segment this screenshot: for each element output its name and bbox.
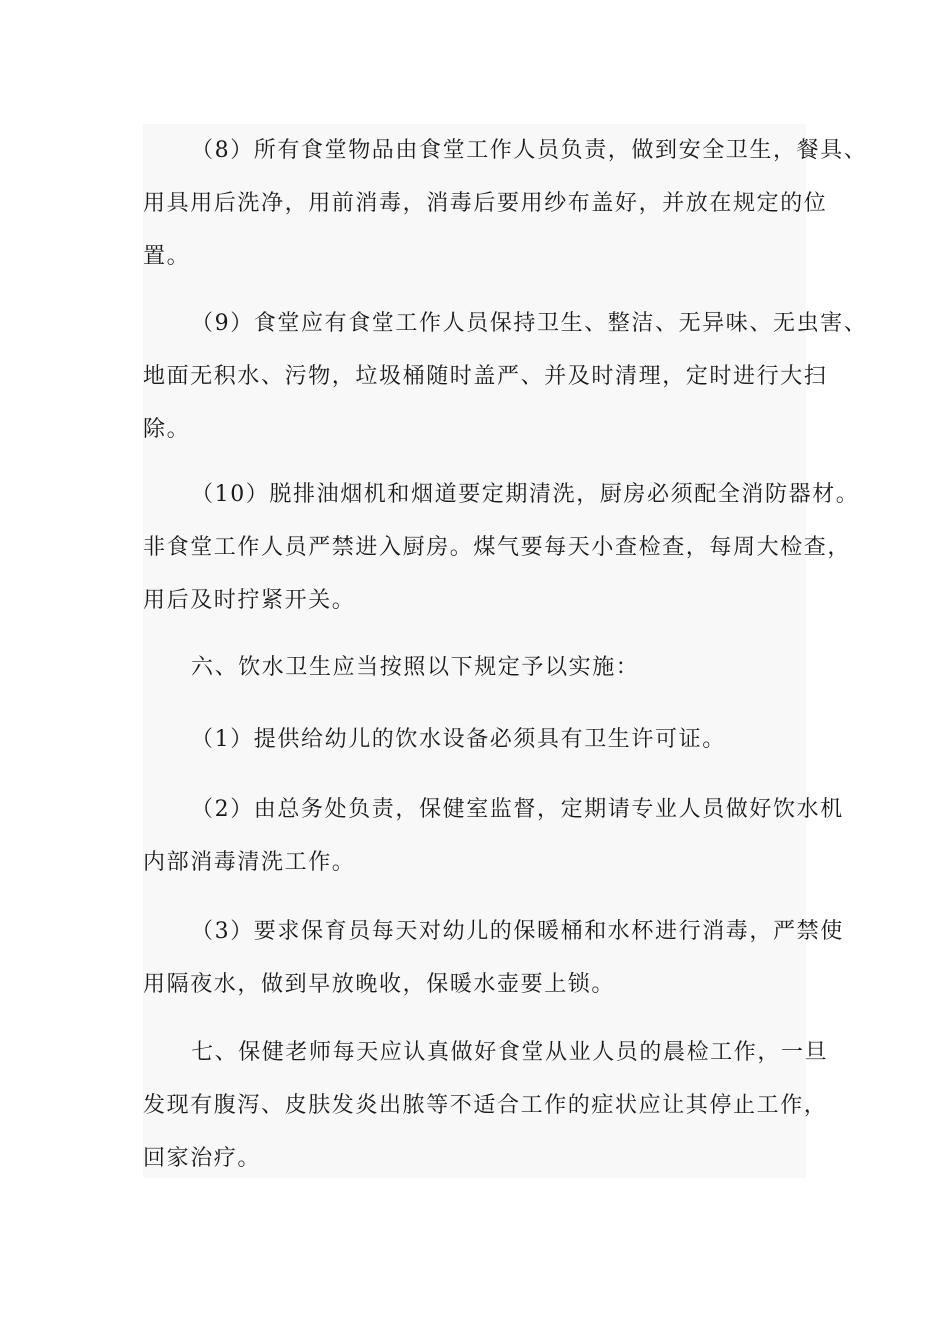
paragraph-line: （10）脱排油烟机和烟道要定期清洗，厨房必须配全消防器材。: [191, 482, 860, 507]
paragraph-water-3: [143, 905, 843, 1011]
paragraph-water-2: [143, 783, 843, 889]
paragraph-line: 非食堂工作人员严禁进入厨房。煤气要每天小查检查，每周大检查，: [143, 535, 852, 560]
paragraph-section-6: [143, 641, 843, 694]
paragraph-line: （8）所有食堂物品由食堂工作人员负责，做到安全卫生，餐具、: [191, 138, 868, 163]
paragraph-water-1: [143, 713, 843, 766]
paragraph-line: 用隔夜水，做到早放晚收，保暖水壶要上锁。: [143, 972, 616, 997]
paragraph-line: （3）要求保育员每天对幼儿的保暖桶和水杯进行消毒，严禁使: [191, 919, 844, 944]
paragraph-line: 除。: [143, 417, 191, 442]
paragraph-line: 内部消毒清洗工作。: [143, 850, 356, 875]
paragraph-line: （2）由总务处负责，保健室监督，定期请专业人员做好饮水机: [191, 797, 844, 822]
paragraph-line: 用后及时拧紧开关。: [143, 588, 356, 613]
paragraph-line: 回家治疗。: [143, 1146, 262, 1171]
paragraph-line: 用具用后洗净，用前消毒，消毒后要用纱布盖好，并放在规定的位: [143, 191, 828, 216]
paragraph-line: （9）食堂应有食堂工作人员保持卫生、整洁、无异味、无虫害、: [191, 311, 868, 336]
paragraph-item-10: [143, 468, 860, 627]
paragraph-item-8: [143, 124, 868, 283]
paragraph-section-7: [143, 1026, 843, 1185]
paragraph-line: 地面无积水、污物，垃圾桶随时盖严、并及时清理，定时进行大扫: [143, 364, 828, 389]
paragraph-line: 置。: [143, 244, 191, 269]
paragraph-line: 发现有腹泻、皮肤发炎出脓等不适合工作的症状应让其停止工作，: [143, 1093, 828, 1118]
section-heading: 六、饮水卫生应当按照以下规定予以实施：: [191, 655, 640, 680]
paragraph-item-9: [143, 297, 868, 456]
paragraph-line: （1）提供给幼儿的饮水设备必须具有卫生许可证。: [191, 727, 726, 752]
section-heading: 七、保健老师每天应认真做好食堂从业人员的晨检工作，一旦: [191, 1040, 829, 1065]
